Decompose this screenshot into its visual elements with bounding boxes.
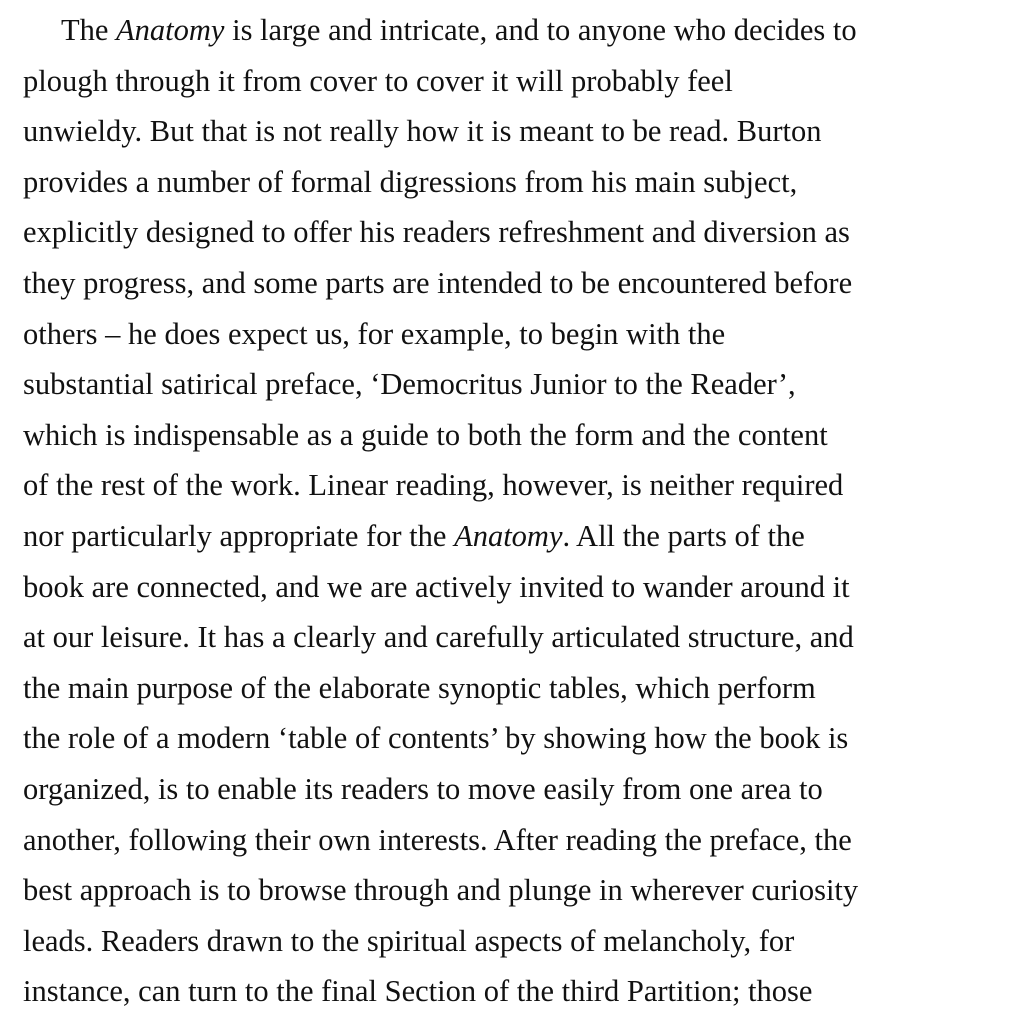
text-line: [23, 865, 1013, 916]
text-line: [23, 815, 1013, 866]
italic-title-text: Anatomy: [116, 13, 225, 47]
text-line: [23, 258, 1013, 309]
text-line: [23, 157, 1013, 208]
body-paragraph: [23, 5, 1013, 1017]
text-line: [23, 410, 1013, 461]
line-text: is large and intricate, and to anyone who decides to: [224, 13, 857, 47]
text-line: [23, 106, 1013, 157]
line-text: nor particularly appropriate for the: [23, 518, 455, 553]
line-text: organized, is to enable its readers to move easily from one area to: [23, 771, 823, 806]
line-text: substantial satirical preface, ‘Democritus Junior to the Reader’,: [23, 367, 796, 402]
line-text: at our leisure. It has a clearly and carefully articulated structure, and: [23, 620, 854, 655]
text-line: [23, 966, 1013, 1017]
text-line: [23, 460, 1013, 511]
line-text: another, following their own interests. After reading the preface, the: [23, 822, 852, 857]
text-line: [23, 5, 1013, 56]
document-body: [23, 5, 1013, 1017]
text-line: [23, 713, 1013, 764]
italic-title-text: Anatomy: [454, 518, 563, 553]
text-line: [23, 562, 1013, 613]
line-text: . All the parts of the: [562, 518, 805, 553]
line-text: book are connected, and we are actively invited to wander around it: [23, 569, 850, 604]
line-text: instance, can turn to the final Section of the third Partition; those: [23, 974, 813, 1009]
line-text: unwieldy. But that is not really how it is meant to be read. Burton: [23, 114, 822, 149]
line-text: provides a number of formal digressions from his main subject,: [23, 164, 798, 199]
text-line: [23, 612, 1013, 663]
line-text: the main purpose of the elaborate synoptic tables, which perform: [23, 670, 816, 705]
line-text: of the rest of the work. Linear reading, however, is neither required: [23, 468, 844, 503]
line-text: plough through it from cover to cover it will probably feel: [23, 63, 733, 98]
text-line: [23, 56, 1013, 107]
line-text: others – he does expect us, for example, to begin with the: [23, 316, 726, 351]
line-text: which is indispensable as a guide to both the form and the content: [23, 417, 828, 452]
text-line: [23, 916, 1013, 967]
line-text: the role of a modern ‘table of contents’ by showing how the book is: [23, 721, 849, 756]
line-text: The: [61, 13, 117, 47]
line-text: leads. Readers drawn to the spiritual aspects of melancholy, for: [23, 923, 795, 958]
text-line: [23, 764, 1013, 815]
text-line: [23, 309, 1013, 360]
line-text: explicitly designed to offer his readers refreshment and diversion as: [23, 215, 850, 250]
line-text: they progress, and some parts are intended to be encountered before: [23, 265, 853, 300]
text-line: [23, 663, 1013, 714]
text-line: [23, 207, 1013, 258]
text-line: [23, 359, 1013, 410]
text-line: [23, 511, 1013, 562]
line-text: best approach is to browse through and plunge in wherever curiosity: [23, 873, 859, 908]
